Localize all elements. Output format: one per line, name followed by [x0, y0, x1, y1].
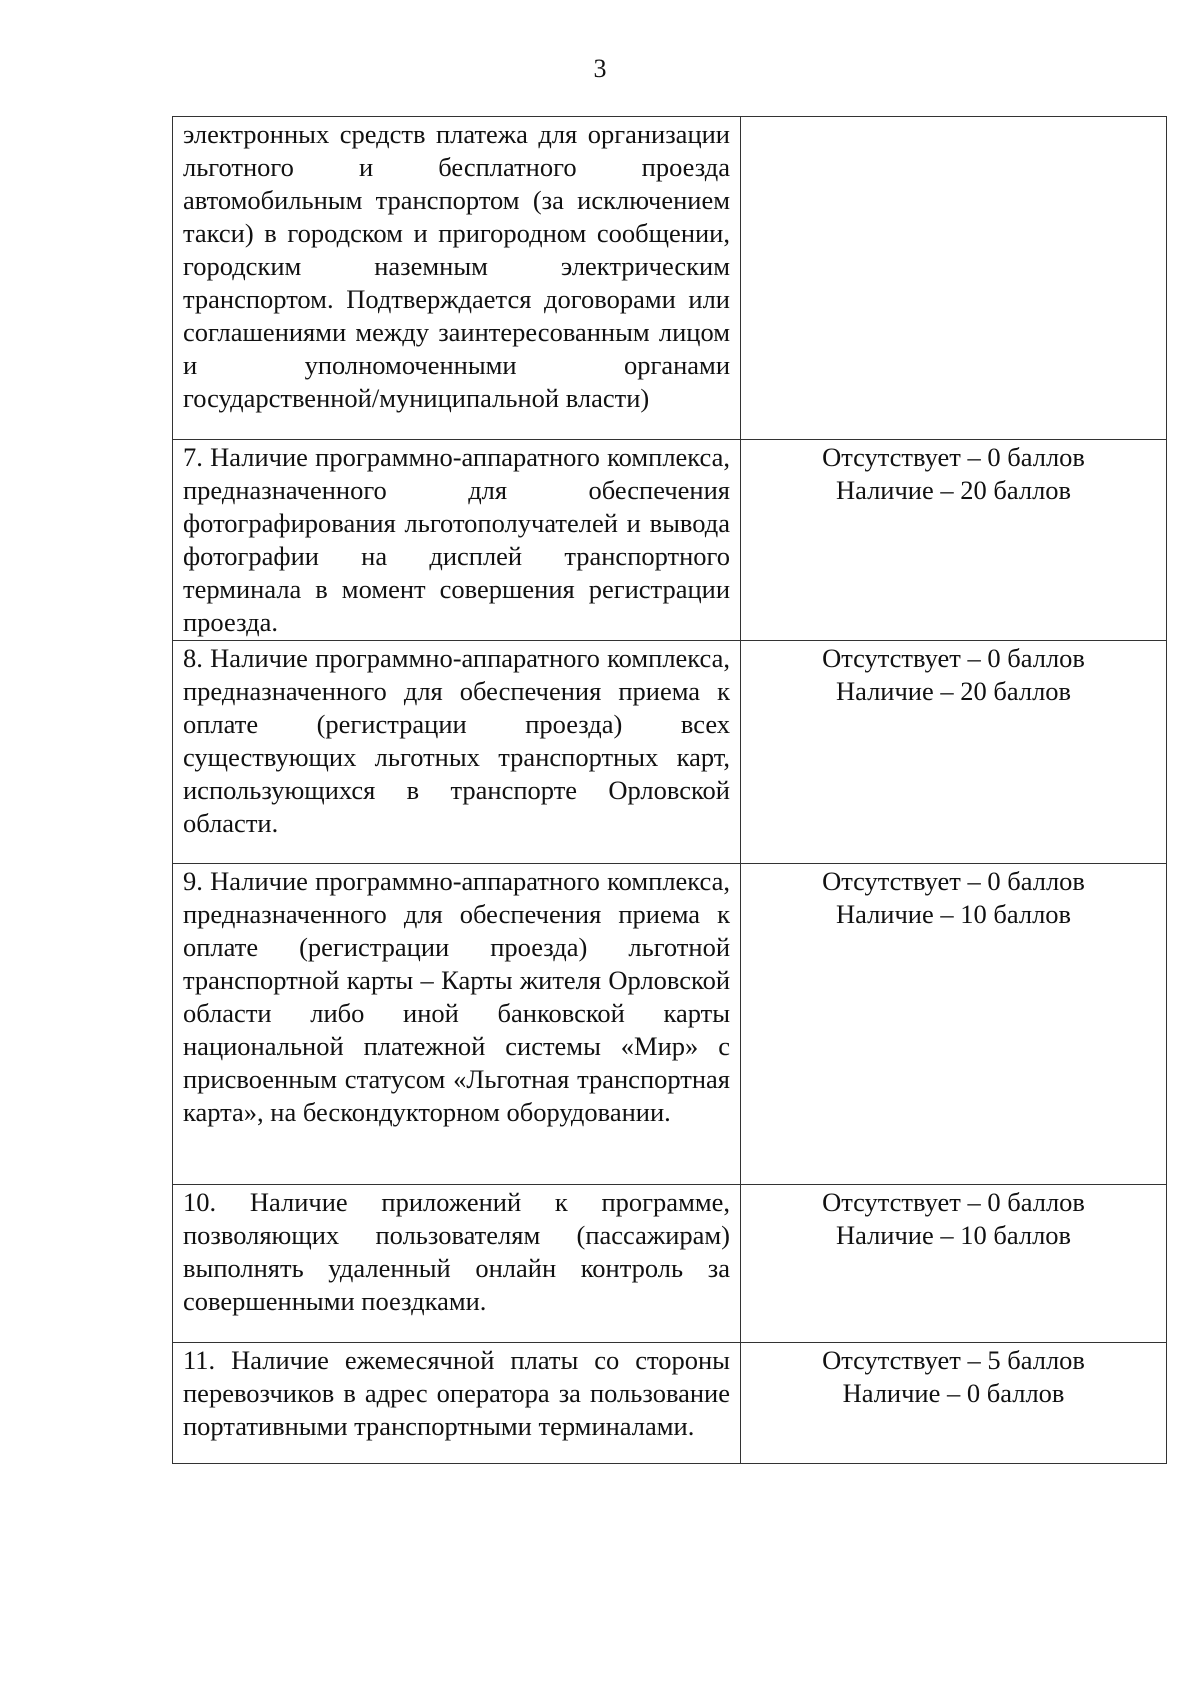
table-row-8: [173, 641, 1167, 864]
score-present: Наличие – 0 баллов: [842, 1378, 1065, 1408]
criterion-cell: 8. Наличие программно-аппаратного комплекса, предназначенного для обеспечения приема к оплате (регистрации проезда) всех существующих льготных транспортных карт, использующихся в транспорте Орловской области.: [173, 641, 741, 864]
score-absent: Отсутствует – 0 баллов: [822, 643, 1085, 673]
criterion-cell: 11. Наличие ежемесячной платы со стороны перевозчиков в адрес оператора за пользование портативными транспортными терминалами.: [173, 1343, 741, 1464]
table-row-10: [173, 1185, 1167, 1343]
score-present: Наличие – 10 баллов: [835, 899, 1072, 929]
score-absent: Отсутствует – 5 баллов: [822, 1345, 1085, 1375]
score-cell: [741, 117, 1167, 440]
score-cell: [741, 641, 1167, 864]
table-row-continuation: [173, 117, 1167, 440]
score-present: Наличие – 20 баллов: [835, 676, 1072, 706]
score-cell: [741, 864, 1167, 1185]
score-cell: [741, 1343, 1167, 1464]
table-row-7: [173, 440, 1167, 641]
score-absent: Отсутствует – 0 баллов: [822, 866, 1085, 896]
criterion-cell: 9. Наличие программно-аппаратного комплекса, предназначенного для обеспечения приема к оплате (регистрации проезда) льготной транспортной карты – Карты жителя Орловской области либо иной банковской карты национальной платежной системы «Мир» с присвоенным статусом «Льготная транспортная карта», на бескондукторном оборудовании.: [173, 864, 741, 1185]
criterion-cell: 7. Наличие программно-аппаратного комплекса, предназначенного для обеспечения фотографирования льготополучателей и вывода фотографии на дисплей транспортного терминала в момент совершения регистрации проезда.: [173, 440, 741, 641]
criterion-cell: электронных средств платежа для организации льготного и бесплатного проезда автомобильным транспортом (за исключением такси) в городском и пригородном сообщении, городским наземным электрическим транспортом. Подтверждается договорами или соглашениями между заинтересованным лицом и уполномоченными органами государственной/муниципальной власти): [173, 117, 741, 440]
score-absent: Отсутствует – 0 баллов: [822, 1187, 1085, 1217]
score-present: Наличие – 10 баллов: [835, 1220, 1072, 1250]
score-absent: Отсутствует – 0 баллов: [822, 442, 1085, 472]
table-row-9: [173, 864, 1167, 1185]
criteria-table: [172, 116, 1167, 1464]
criterion-cell: 10. Наличие приложений к программе, позволяющих пользователям (пассажирам) выполнять удаленный онлайн контроль за совершенными поездками.: [173, 1185, 741, 1343]
score-present: Наличие – 20 баллов: [835, 475, 1072, 505]
table-row-11: [173, 1343, 1167, 1464]
score-cell: [741, 1185, 1167, 1343]
page-number: 3: [593, 54, 607, 83]
score-cell: [741, 440, 1167, 641]
